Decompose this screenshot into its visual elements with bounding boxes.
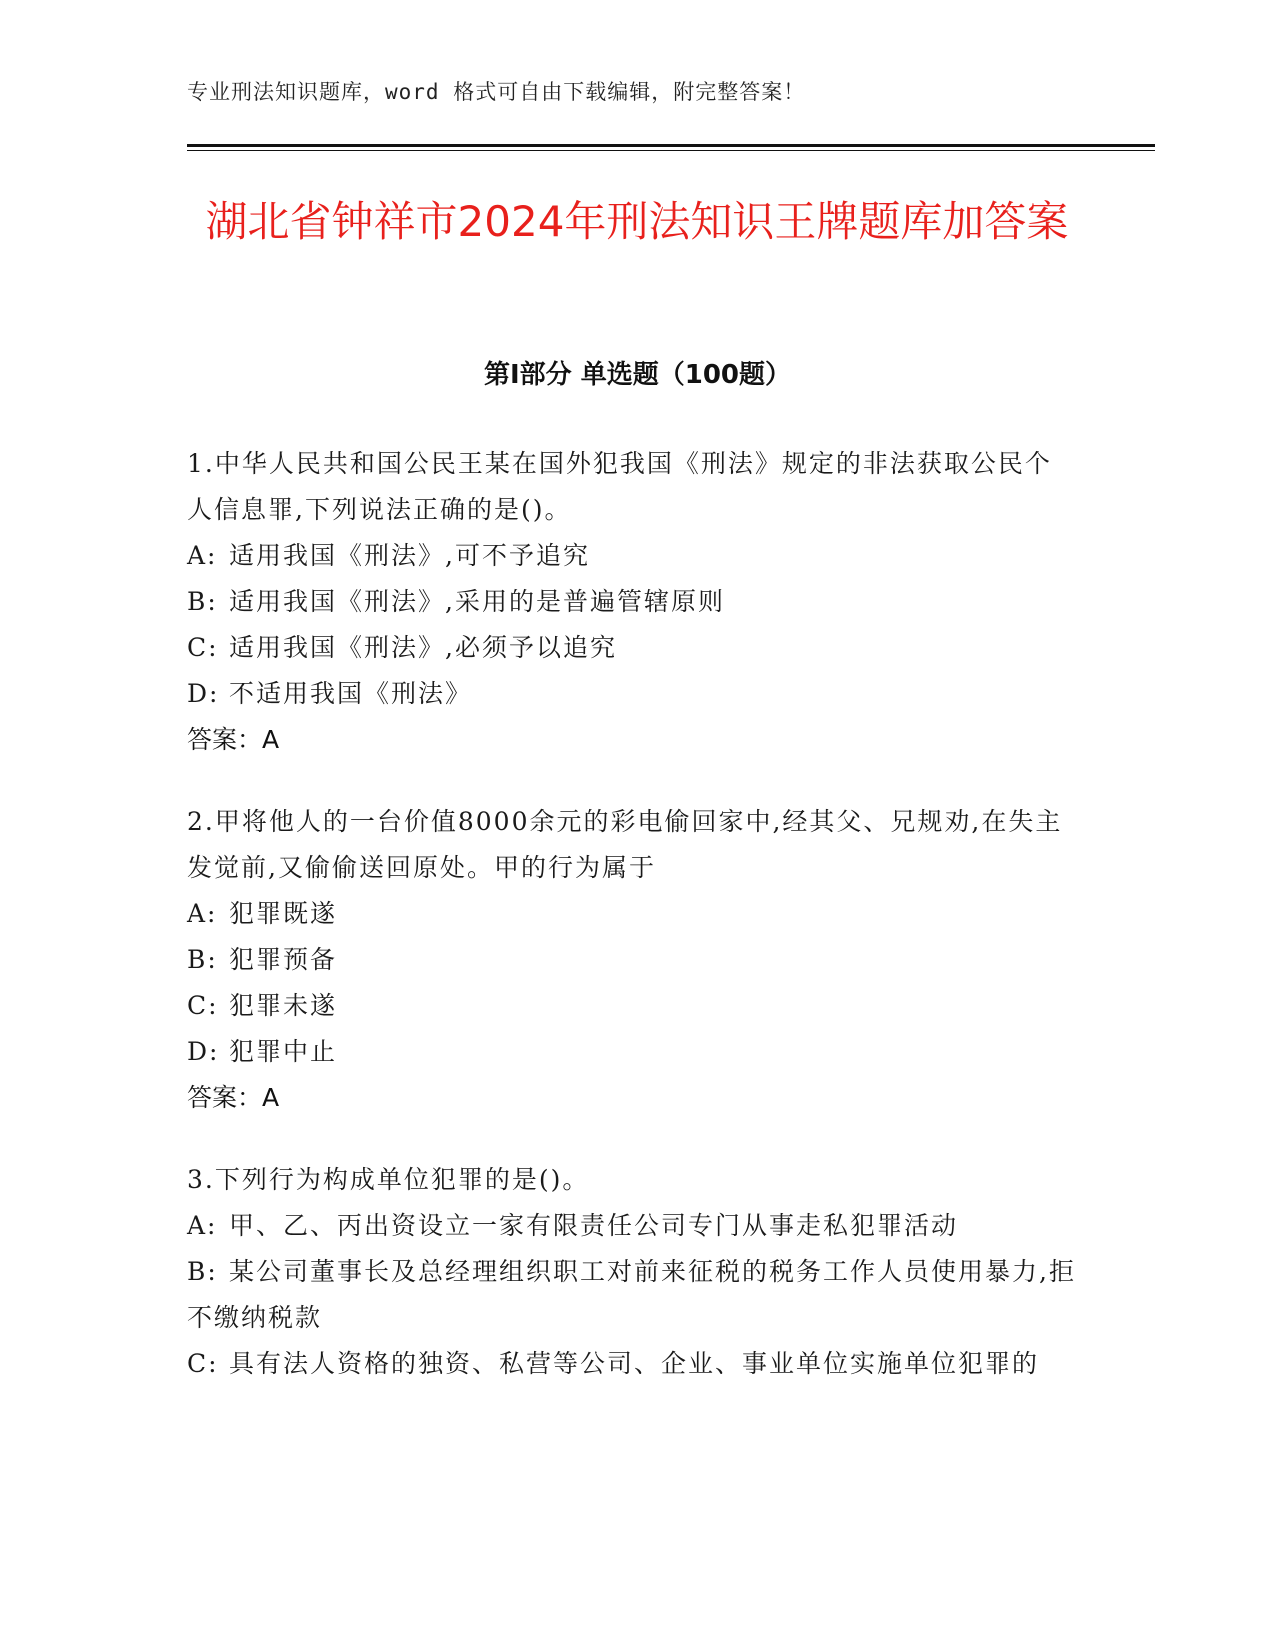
question-list — [187, 441, 1077, 1423]
question-2 — [187, 799, 1077, 1121]
option-text: 具有法人资格的独资、私营等公司、企业、事业单位实施单位犯罪的 — [229, 1349, 1040, 1378]
answer-line: 答案：A — [187, 725, 280, 754]
option-key: D: — [187, 679, 220, 708]
option-d — [187, 671, 1077, 717]
option-a — [187, 891, 1077, 937]
option-key: B: — [187, 945, 218, 974]
option-key: B: — [187, 587, 218, 616]
option-key: C: — [187, 633, 219, 662]
option-key: C: — [187, 991, 219, 1020]
option-key: B: — [187, 1257, 218, 1286]
option-key: A: — [187, 541, 218, 570]
option-text: 适用我国《刑法》,必须予以追究 — [229, 633, 617, 662]
option-key: C: — [187, 1349, 219, 1378]
header-rule-thick — [187, 144, 1155, 147]
option-c — [187, 625, 1077, 671]
option-text: 犯罪预备 — [229, 945, 338, 974]
option-text: 甲、乙、丙出资设立一家有限责任公司专门从事走私犯罪活动 — [229, 1211, 959, 1240]
header-note: 专业刑法知识题库，word 格式可自由下载编辑，附完整答案！ — [187, 80, 806, 104]
document-title: 湖北省钟祥市2024年刑法知识王牌题库加答案 — [205, 197, 1069, 246]
option-text: 犯罪中止 — [229, 1037, 338, 1066]
option-b — [187, 1249, 1077, 1341]
question-stem: 2.甲将他人的一台价值8000余元的彩电偷回家中,经其父、兄规劝,在失主发觉前,又偷偷送回原处。甲的行为属于 — [187, 807, 1063, 882]
option-text: 适用我国《刑法》,采用的是普遍管辖原则 — [229, 587, 725, 616]
option-text: 犯罪未遂 — [229, 991, 338, 1020]
option-text: 某公司董事长及总经理组织职工对前来征税的税务工作人员使用暴力,拒不缴纳税款 — [187, 1257, 1076, 1332]
option-c — [187, 983, 1077, 1029]
option-key: A: — [187, 1211, 218, 1240]
question-stem: 3.下列行为构成单位犯罪的是()。 — [187, 1165, 590, 1194]
option-key: D: — [187, 1037, 220, 1066]
option-text: 不适用我国《刑法》 — [229, 679, 473, 708]
option-key: A: — [187, 899, 218, 928]
answer-line: 答案：A — [187, 1083, 280, 1112]
option-text: 犯罪既遂 — [229, 899, 338, 928]
option-a — [187, 533, 1077, 579]
header-rule-thin — [187, 150, 1155, 151]
section-heading: 第Ⅰ部分 单选题（100题） — [484, 360, 791, 390]
question-1 — [187, 441, 1077, 763]
option-d — [187, 1029, 1077, 1075]
option-a — [187, 1203, 1077, 1249]
question-stem: 1.中华人民共和国公民王某在国外犯我国《刑法》规定的非法获取公民个人信息罪,下列说法正确的是()。 — [187, 449, 1052, 524]
option-c — [187, 1341, 1077, 1387]
question-3 — [187, 1157, 1077, 1387]
option-b — [187, 579, 1077, 625]
option-text: 适用我国《刑法》,可不予追究 — [229, 541, 590, 570]
option-b — [187, 937, 1077, 983]
